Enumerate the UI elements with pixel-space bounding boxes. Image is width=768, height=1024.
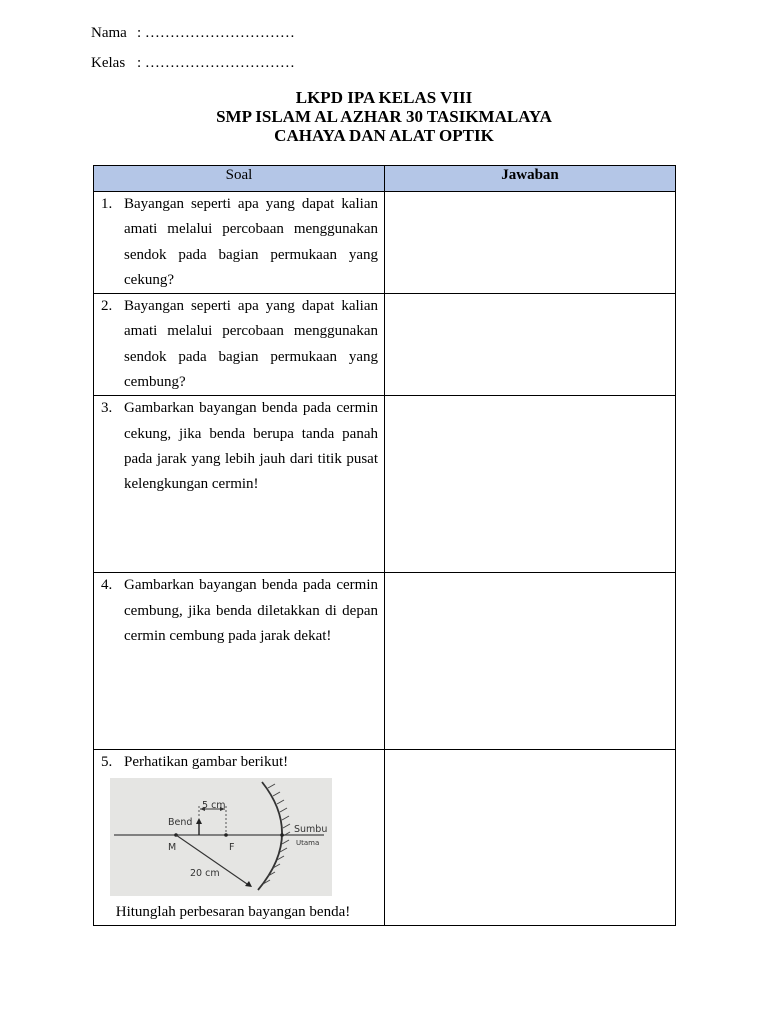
label-object: Bend [168, 816, 193, 828]
label-F: F [229, 841, 235, 853]
table-row [94, 294, 676, 396]
label-axis: Sumbu [294, 823, 328, 835]
nama-label: Nama [91, 25, 127, 41]
question-number: 4. [101, 577, 113, 594]
header-soal: Soal [94, 166, 385, 192]
mirror-arc [258, 782, 282, 890]
question-cell [94, 573, 385, 750]
question-cell [94, 396, 385, 573]
radius-arrowhead [245, 881, 252, 887]
question-text: Gambarkan bayangan benda pada cermin cembung, jika benda diletakkan di depan cermin cembung pada jarak dekat! [124, 577, 378, 644]
question-text: Gambarkan bayangan benda pada cermin cekung, jika benda berupa tanda panah pada jarak yang lebih jauh dari titik pusat kelengkungan cermin! [124, 400, 378, 493]
mirror-vertex [280, 833, 284, 837]
title-line-2: SMP ISLAM AL AZHAR 30 TASIKMALAYA [216, 107, 552, 126]
nama-field [91, 25, 295, 42]
focal-point-F [224, 833, 228, 837]
question-cell [94, 192, 385, 294]
nama-blank: : ………………………… [137, 25, 295, 41]
object-arrowhead [196, 818, 202, 824]
question-5-footer: Hitunglah perbesaran bayangan benda! [115, 903, 351, 920]
header-jawaban: Jawaban [385, 166, 676, 192]
answer-cell[interactable] [385, 396, 676, 573]
kelas-field [91, 55, 295, 72]
question-text: Bayangan seperti apa yang dapat kalian amati melalui percobaan menggunakan sendok pada bagian permukaan yang cekung? [124, 196, 378, 288]
label-5cm: 5 cm [202, 799, 226, 811]
question-number: 5. [101, 754, 113, 771]
title-line-1: LKPD IPA KELAS VIII [295, 88, 473, 107]
answer-cell[interactable] [385, 192, 676, 294]
answer-cell[interactable] [385, 294, 676, 396]
question-text: Perhatikan gambar berikut! [124, 754, 289, 771]
question-cell [94, 750, 385, 926]
kelas-label: Kelas [91, 55, 126, 71]
title-line-3: CAHAYA DAN ALAT OPTIK [274, 126, 494, 145]
question-text: Bayangan seperti apa yang dapat kalian amati melalui percobaan menggunakan sendok pada bagian permukaan yang cembung? [124, 298, 378, 391]
document-title [0, 88, 768, 145]
label-axis-sub: Utama [296, 838, 320, 847]
concave-mirror-figure [110, 778, 332, 896]
answer-cell[interactable] [385, 573, 676, 750]
worksheet-table [93, 165, 676, 926]
mirror-hatching [263, 784, 290, 884]
question-number: 2. [101, 298, 113, 315]
question-number: 1. [101, 196, 113, 212]
table-row [94, 750, 676, 926]
question-number: 3. [101, 400, 113, 417]
answer-cell[interactable] [385, 750, 676, 926]
question-cell [94, 294, 385, 396]
label-20cm: 20 cm [190, 867, 220, 879]
table-row [94, 192, 676, 294]
label-M: M [168, 841, 177, 853]
table-row [94, 573, 676, 750]
kelas-blank: : ………………………… [137, 55, 295, 71]
table-row [94, 396, 676, 573]
